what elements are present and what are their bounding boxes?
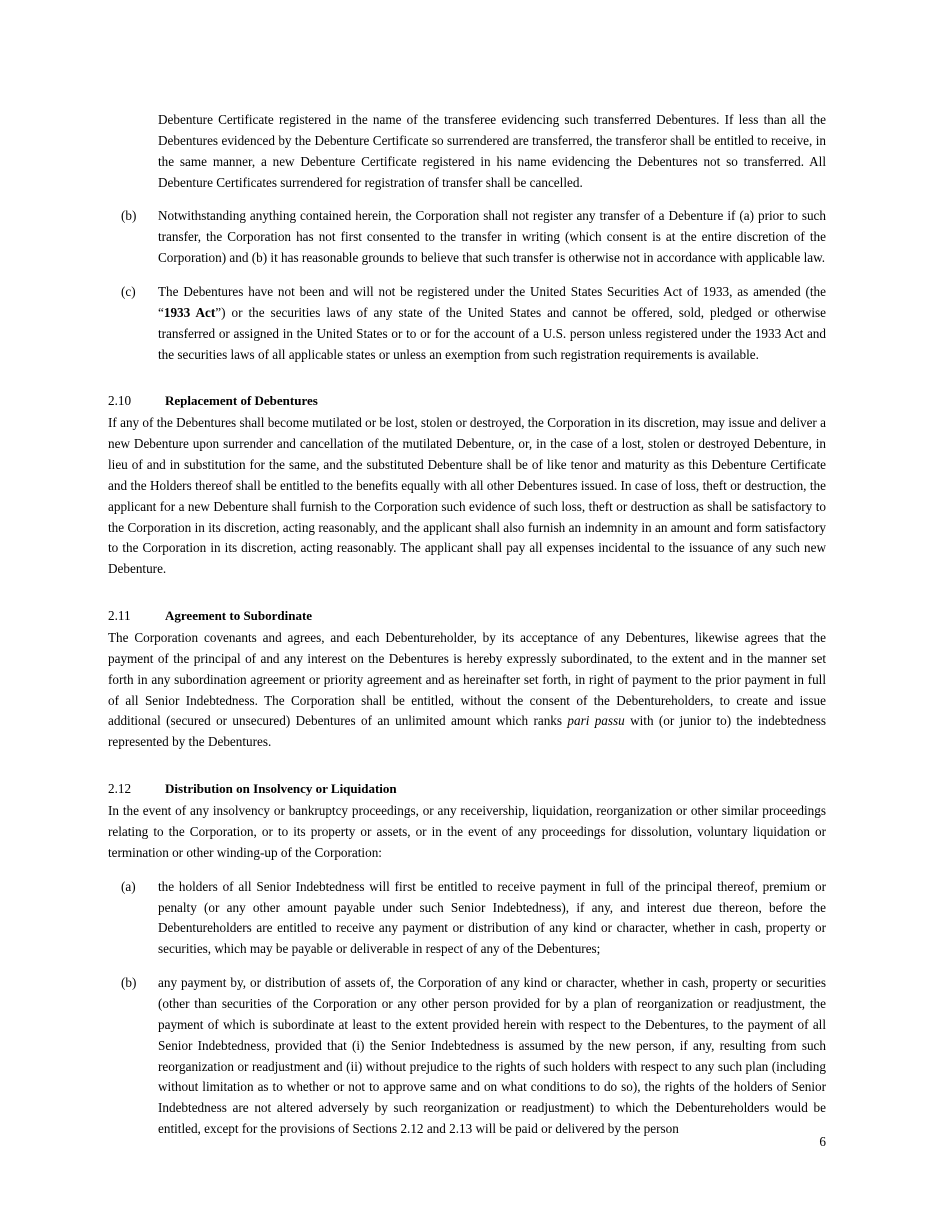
section-title: Distribution on Insolvency or Liquidation — [165, 781, 397, 797]
list-item — [108, 973, 826, 1140]
section-body — [108, 628, 826, 753]
list-item-text — [158, 282, 826, 365]
list-body — [158, 206, 826, 269]
section-title: Replacement of Debentures — [165, 393, 318, 409]
section-heading — [108, 391, 826, 412]
section-2-11 — [108, 606, 826, 753]
section-body — [108, 801, 826, 864]
defined-term: 1933 Act — [163, 304, 216, 320]
list-item — [108, 206, 826, 269]
text-fragment: with (or junior to) the indebtedness represented by the Debentures. — [108, 713, 827, 750]
section-number: 2.10 — [108, 393, 132, 409]
section-number: 2.11 — [108, 608, 131, 624]
intro-paragraph: Debenture Certificate registered in the name of the transferee evidencing such transferred Debentures. If less than all the Debentures evidenced by the Debenture Certificate so surrendered are transferred, the transferor shall be entitled to receive, in the same manner, a new Debenture Certificate registered in his name evidencing the Debentures not so transferred. All Debenture Certificates surrendered for registration of transfer shall be cancelled. — [158, 112, 826, 190]
list-body — [158, 877, 826, 960]
list-marker: (b) — [121, 208, 137, 224]
latin-term: pari passu — [567, 713, 625, 729]
list-item — [108, 282, 826, 365]
list-marker: (a) — [121, 878, 136, 894]
page-content — [108, 110, 826, 1140]
section-2-12 — [108, 779, 826, 1140]
section-title: Agreement to Subordinate — [165, 608, 313, 624]
list-marker: (c) — [121, 284, 136, 300]
section-paragraph: If any of the Debentures shall become mutilated or be lost, stolen or destroyed, the Corporation in its discretion, may issue and deliver a new Debenture upon surrender and cancellation of the mutilated Debenture, or, in the case of a lost, stolen or destroyed Debenture, in lieu of and in substitution for the same, and the substituted Debenture shall be of like tenor and maturity as this Debenture Certificate and the Holders thereof shall be entitled to the benefits equally with all other Debentures issued. In case of loss, theft or destruction, the applicant for a new Debenture shall furnish to the Corporation such evidence of such loss, theft or destruction as shall be satisfactory to the Corporation in its discretion, acting reasonably, and the applicant shall also furnish an indemnity in an amount and form satisfactory to the Corporation in its discretion, acting reasonably. The applicant shall pay all expenses incidental to the issuance of any such new Debenture. — [108, 415, 826, 577]
section-heading — [108, 606, 826, 627]
text-fragment: ”) or the securities laws of any state of the United States and cannot be offered, sold, pledged or otherwise transferred or assigned in the United States or to or for the account of a U.S. person unless registered under the 1933 Act and the securities laws of all applicable states or unless an exemption from such registration requirements is available. — [158, 304, 826, 362]
section-2-10 — [108, 391, 826, 580]
page-number: 6 — [819, 1134, 826, 1149]
list-item-text: Notwithstanding anything contained herein, the Corporation shall not register any transfer of a Debenture if (a) prior to such transfer, the Corporation has not first consented to the transfer in writing (which consent is at the entire discretion of the Corporation) and (b) it has reasonable grounds to believe that such transfer is otherwise not in accordance with applicable law. — [158, 208, 826, 266]
section-paragraph — [108, 628, 826, 753]
list-item-text: the holders of all Senior Indebtedness will first be entitled to receive payment in full of the principal thereof, premium or penalty (or any other amount payable under such Senior Indebtedness), if any, and interest due thereon, before the Debentureholders are entitled to receive any payment or distribution of any kind or character, whether in cash, property or securities, which may be payable or deliverable in respect of any of the Debentures; — [158, 878, 826, 957]
list-body — [158, 973, 826, 1140]
section-body — [108, 413, 826, 580]
section-number: 2.12 — [108, 781, 132, 797]
section-paragraph: In the event of any insolvency or bankruptcy proceedings, or any receivership, liquidation, reorganization or other similar proceedings relating to the Corporation, or to its property or assets, or in the event of any proceedings for dissolution, voluntary liquidation or termination or other winding-up of the Corporation: — [108, 803, 826, 860]
section-heading — [108, 779, 826, 800]
list-body — [158, 282, 826, 365]
text-fragment: The Debentures have not been and will not be registered under the United States Securities Act of 1933, as amended (the “ — [158, 284, 826, 320]
text-fragment: The Corporation covenants and agrees, and each Debentureholder, by its acceptance of any Debentures, likewise agrees that the payment of the principal of and any interest on the Debentures is hereby expressly subordinated, to the extent and in the manner set forth in any subordination agreement or priority agreement and as hereinafter set forth, in right of payment to the prior payment in full of all Senior Indebtedness. The Corporation shall be entitled, without the consent of the Debentureholders, to create and issue additional (secured or unsecured) Debentures of an unlimited amount which ranks — [108, 630, 826, 729]
list-marker: (b) — [121, 975, 137, 991]
list-item-text: any payment by, or distribution of assets of, the Corporation of any kind or character, whether in cash, property or securities (other than securities of the Corporation or any other person provided for by a plan of reorganization or readjustment, the payment of which is subordinate at least to the extent provided herein with respect to the Debentures, to the payment of all Senior Indebtedness, provided that (i) the Senior Indebtedness is assumed by the new person, if any, resulting from such reorganization or readjustment and (ii) without prejudice to the rights of such holders with respect to any such plan (including without limitation as to whether or not to approve same and on what conditions to do so), the rights of the holders of Senior Indebtedness are not altered adversely by such reorganization or readjustment) to which the Debentureholders would be entitled, except for the provisions of Sections 2.12 and 2.13 will be paid or delivered by the person — [158, 975, 826, 1137]
list-item — [108, 877, 826, 960]
